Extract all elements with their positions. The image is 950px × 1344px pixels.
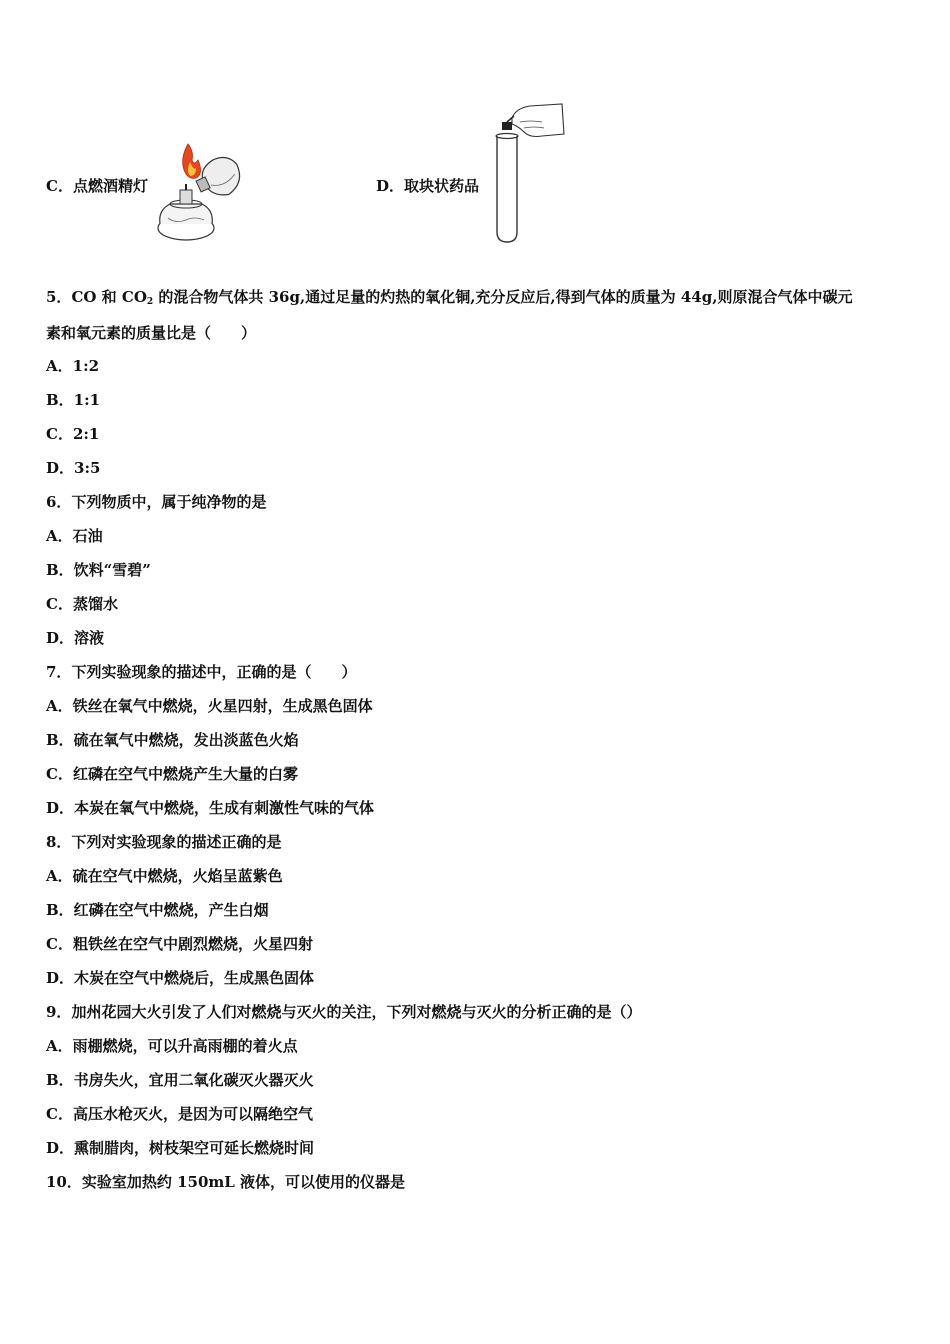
question-9-option-d: D．熏制腊肉，树枝架空可延长燃烧时间 [46,1139,315,1157]
question-6-option-b: B．饮料“雪碧” [46,561,151,579]
question-9-option-c: C．高压水枪灭火，是因为可以隔绝空气 [46,1105,313,1123]
question-9-stem: 9．加州花园大火引发了人们对燃烧与灭火的关注，下列对燃烧与灭火的分析正确的是（） [46,1003,642,1021]
question-8-option-d: D．木炭在空气中燃烧后，生成黑色固体 [46,969,315,987]
question-7-option-d: D．本炭在氧气中燃烧，生成有刺激性气味的气体 [46,799,375,817]
question-8-option-c: C．粗铁丝在空气中剧烈燃烧，火星四射 [46,935,313,953]
figure-c-label: C．点燃酒精灯 [46,177,148,195]
question-9-option-a: A．雨棚燃烧，可以升高雨棚的着火点 [46,1037,298,1055]
question-8-stem: 8．下列对实验现象的描述正确的是 [46,833,282,851]
question-5-stem-continued: 素和氧元素的质量比是（ ） [46,324,257,342]
question-5-option-b: B．1:1 [46,391,101,409]
question-9-option-b: B．书房失火，宜用二氧化碳灭火器灭火 [46,1071,314,1089]
question-6-option-d: D．溶液 [46,629,105,647]
question-7-option-b: B．硫在氧气中燃烧，发出淡蓝色火焰 [46,731,299,749]
figure-d-label: D．取块状药品 [376,177,480,195]
question-5-stem: 5．CO 和 $CO_2$ 的混合物气体共 36g,通过足量的灼热的氧化铜,充分反应后,得到气体的质量为 44g,则原混合气体中碳元 [46,288,853,307]
test-tube-solid-reagent-icon [490,100,570,248]
question-5-option-a: A．1:2 [46,357,100,375]
question-7-option-c: C．红磷在空气中燃烧产生大量的白雾 [46,765,298,783]
question-6-option-c: C．蒸馏水 [46,595,118,613]
question-8-option-a: A．硫在空气中燃烧，火焰呈蓝紫色 [46,867,283,885]
question-6-option-a: A．石油 [46,527,103,545]
question-8-option-b: B．红磷在空气中燃烧，产生白烟 [46,901,269,919]
question-6-stem: 6．下列物质中，属于纯净物的是 [46,493,267,511]
question-7-option-a: A．铁丝在氧气中燃烧，火星四射，生成黑色固体 [46,697,373,715]
alcohol-lamp-lighting-icon [150,140,255,248]
question-5-option-d: D．3:5 [46,459,101,477]
question-10-stem: 10．实验室加热约 150mL 液体，可以使用的仪器是 [46,1173,406,1191]
question-7-stem: 7．下列实验现象的描述中，正确的是（ ） [46,663,357,681]
question-5-option-c: C．2:1 [46,425,100,443]
